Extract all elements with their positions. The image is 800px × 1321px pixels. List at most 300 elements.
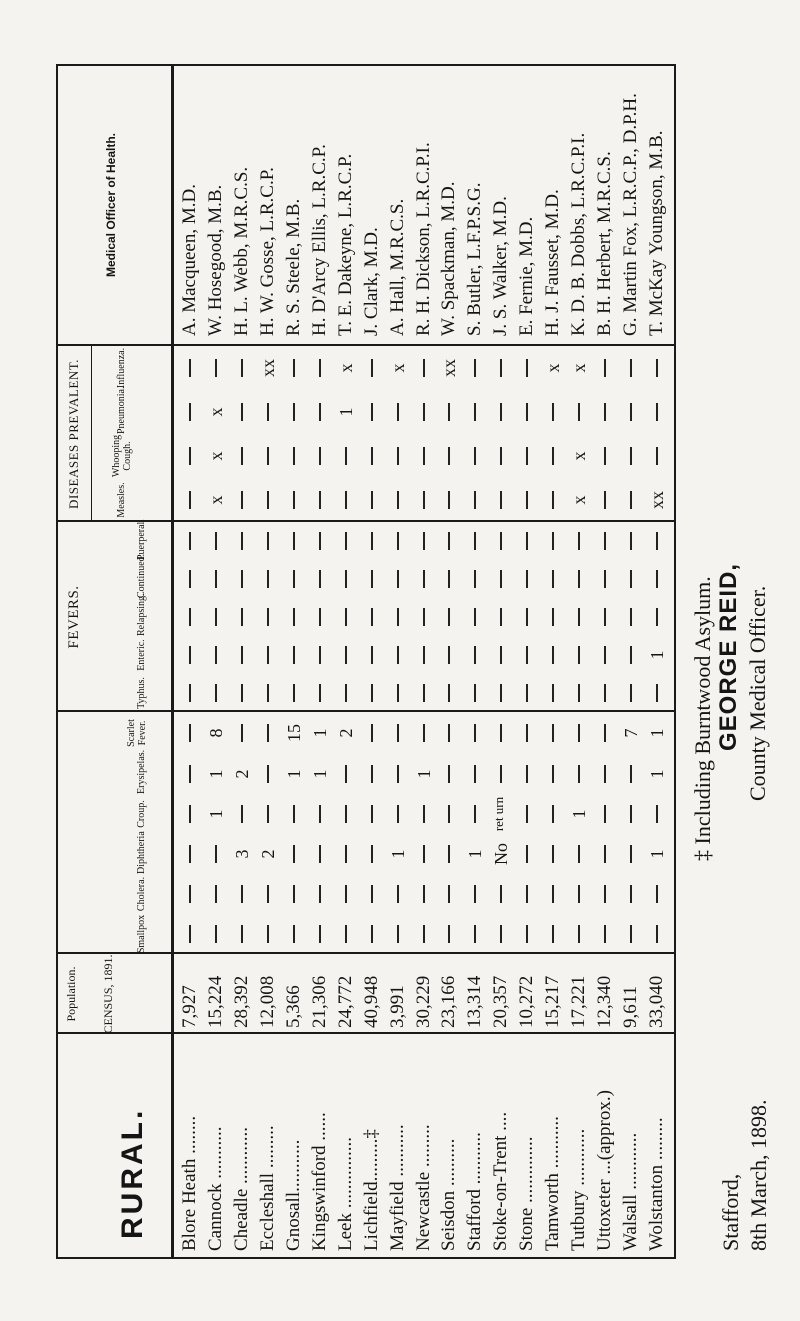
empty-cell-dash [371,885,373,903]
empty-cell-dash [293,608,295,626]
empty-cell-dash [500,608,502,626]
cell-diphtheria: 1 [647,849,668,859]
empty-cell-dash [423,885,425,903]
footnote: ‡ Including Burntwood Asylum. [690,576,715,861]
empty-cell-dash [656,684,658,702]
district-name: Kingswinford ...... [308,1112,330,1251]
empty-cell-dash [630,684,632,702]
empty-cell-dash [189,845,191,863]
empty-cell-dash [448,532,450,550]
empty-cell-dash [630,885,632,903]
district-name: Lichfield.........‡ [360,1129,382,1251]
empty-cell-dash [371,845,373,863]
place: Stafford, [718,1173,743,1251]
empty-cell-dash [241,359,243,377]
empty-cell-dash [319,491,321,509]
empty-cell-dash [448,885,450,903]
empty-cell-dash [526,403,528,421]
population-value: 5,366 [282,985,304,1028]
empty-cell-dash [241,805,243,823]
empty-cell-dash [526,724,528,742]
empty-cell-dash [552,885,554,903]
population-value: 3,991 [386,985,408,1028]
district-name: Leek ............... [334,1137,356,1251]
empty-cell-dash [448,724,450,742]
empty-cell-dash [423,646,425,664]
medical-officer-name: R. S. Steele, M.B. [282,198,304,336]
empty-cell-dash [189,684,191,702]
empty-cell-dash [267,403,269,421]
empty-cell-dash [267,447,269,465]
population-value: 12,340 [594,975,616,1028]
empty-cell-dash [293,885,295,903]
cell-erysipelas: 1 [309,769,330,779]
empty-cell-dash [604,570,606,588]
header-croup: Croup. [136,800,147,828]
population-value: 13,314 [464,975,486,1028]
empty-cell-dash [630,447,632,465]
empty-cell-dash [371,646,373,664]
empty-cell-dash [474,646,476,664]
empty-cell-dash [189,805,191,823]
cell-erysipelas: 1 [205,769,226,779]
empty-cell-dash [371,925,373,943]
empty-cell-dash [423,684,425,702]
empty-cell-dash [448,805,450,823]
empty-cell-dash [630,359,632,377]
header-pneumonia: Pneumonia. [116,386,127,434]
empty-cell-dash [397,570,399,588]
empty-cell-dash [267,885,269,903]
empty-cell-dash [500,765,502,783]
empty-cell-dash [371,684,373,702]
empty-cell-dash [267,491,269,509]
population-value: 28,392 [230,975,252,1028]
empty-cell-dash [345,532,347,550]
empty-cell-dash [293,491,295,509]
medical-officer-name: S. Butler, L.F.P.S.G. [464,182,486,336]
cell-influenza: xx [257,359,278,377]
empty-cell-dash [630,646,632,664]
empty-cell-dash [578,845,580,863]
empty-cell-dash [630,403,632,421]
district-name: Walsall ............ [620,1132,642,1251]
empty-cell-dash [423,532,425,550]
medical-officer-name: H. L. Webb, M.R.C.S. [230,166,252,336]
empty-cell-dash [578,885,580,903]
empty-cell-dash [578,646,580,664]
empty-cell-dash [423,724,425,742]
empty-cell-dash [604,403,606,421]
empty-cell-dash [630,491,632,509]
empty-cell-dash [345,925,347,943]
header-erysipelas: Erysipelas. [136,749,147,794]
empty-cell-dash [552,608,554,626]
empty-cell-dash [604,532,606,550]
empty-cell-dash [215,845,217,863]
empty-cell-dash [500,403,502,421]
district-name: Gnosall........... [282,1139,304,1251]
empty-cell-dash [423,491,425,509]
empty-cell-dash [526,925,528,943]
empty-cell-dash [319,885,321,903]
empty-cell-dash [526,885,528,903]
empty-cell-dash [267,765,269,783]
header-subrule [91,346,92,522]
empty-cell-dash [474,925,476,943]
medical-officer-name: J. S. Walker, M.D. [490,196,512,336]
empty-cell-dash [448,447,450,465]
empty-cell-dash [526,570,528,588]
empty-cell-dash [215,608,217,626]
district-name: Wolstanton ......... [646,1117,668,1251]
empty-cell-dash [293,845,295,863]
header-fevers: FEVERS. [66,585,82,649]
empty-cell-dash [293,925,295,943]
empty-cell-dash [215,646,217,664]
empty-cell-dash [474,608,476,626]
cell-influenza: xx [439,359,460,377]
empty-cell-dash [500,532,502,550]
empty-cell-dash [474,532,476,550]
empty-cell-dash [526,805,528,823]
empty-cell-dash [604,447,606,465]
cell-croup: 1 [205,809,226,819]
empty-cell-dash [423,608,425,626]
population-value: 33,040 [646,975,668,1028]
empty-cell-dash [448,491,450,509]
empty-cell-dash [552,925,554,943]
empty-cell-dash [319,684,321,702]
empty-cell-dash [267,570,269,588]
empty-cell-dash [448,570,450,588]
district-name: Newcastle ......... [412,1124,434,1251]
empty-cell-dash [319,403,321,421]
population-value: 7,927 [179,985,200,1028]
empty-cell-dash [293,570,295,588]
empty-cell-dash [656,447,658,465]
cell-scarlet: 2 [335,728,356,738]
cell-scarlet: 1 [647,728,668,738]
empty-cell-dash [604,765,606,783]
empty-cell-dash [345,608,347,626]
population-value: 12,008 [256,975,278,1028]
empty-cell-dash [215,359,217,377]
cell-influenza: x [335,363,356,373]
empty-cell-dash [604,359,606,377]
empty-cell-dash [241,925,243,943]
empty-cell-dash [630,532,632,550]
empty-cell-dash [293,805,295,823]
header-census: CENSUS, 1891. [101,954,115,1034]
cell-enteric: 1 [647,650,668,660]
empty-cell-dash [552,845,554,863]
empty-cell-dash [448,403,450,421]
empty-cell-dash [423,359,425,377]
district-name: Uttoxeter ...(approx.) [594,1090,616,1251]
empty-cell-dash [241,403,243,421]
cell-scarlet: 8 [205,728,226,738]
empty-cell-dash [345,765,347,783]
cell-influenza: x [387,363,408,373]
cell-diphtheria: 1 [465,849,486,859]
empty-cell-dash [189,646,191,664]
empty-cell-dash [604,491,606,509]
cell-erysipelas: 2 [231,769,252,779]
rule-header-bottom [171,64,174,1259]
cell-scarlet: 7 [621,728,642,738]
medical-officer-name: R. H. Dickson, L.R.C.P.I. [412,142,434,336]
empty-cell-dash [345,885,347,903]
empty-cell-dash [656,532,658,550]
rule-top [56,64,58,1259]
empty-cell-dash [345,447,347,465]
header-medical-officer: Medical Officer of Health. [104,132,118,278]
empty-cell-dash [215,885,217,903]
cell-scarlet: 15 [283,724,304,742]
empty-cell-dash [604,925,606,943]
cell-whooping: x [205,451,226,461]
header-scarlet-fever: Scarlet Fever. [126,719,148,747]
empty-cell-dash [500,447,502,465]
empty-cell-dash [552,570,554,588]
empty-cell-dash [474,570,476,588]
district-name: Tutbury ............ [568,1128,590,1251]
empty-cell-dash [604,845,606,863]
empty-cell-dash [448,684,450,702]
empty-cell-dash [552,447,554,465]
cell-diphtheria: 1 [387,849,408,859]
empty-cell-dash [241,447,243,465]
empty-cell-dash [397,765,399,783]
medical-officer-name: W. Spackman, M.D. [438,181,460,336]
empty-cell-dash [423,447,425,465]
empty-cell-dash [319,805,321,823]
cell-pneumonia: x [205,407,226,417]
empty-cell-dash [319,646,321,664]
cell-croup: 1 [569,809,590,819]
empty-cell-dash [345,491,347,509]
empty-cell-dash [423,845,425,863]
empty-cell-dash [448,925,450,943]
table-frame [56,64,676,1259]
empty-cell-dash [656,359,658,377]
empty-cell-dash [578,403,580,421]
empty-cell-dash [500,885,502,903]
empty-cell-dash [397,925,399,943]
empty-cell-dash [656,570,658,588]
cell-erysipelas: 1 [647,769,668,779]
empty-cell-dash [241,570,243,588]
empty-cell-dash [526,845,528,863]
empty-cell-dash [189,608,191,626]
empty-cell-dash [552,724,554,742]
empty-cell-dash [578,532,580,550]
empty-cell-dash [578,684,580,702]
empty-cell-dash [423,403,425,421]
empty-cell-dash [552,532,554,550]
empty-cell-dash [319,532,321,550]
population-value: 24,772 [334,975,356,1028]
empty-cell-dash [397,646,399,664]
header-influenza: Influenza. [116,347,127,389]
empty-cell-dash [578,724,580,742]
empty-cell-dash [371,765,373,783]
empty-cell-dash [397,491,399,509]
population-value: 20,357 [490,975,512,1028]
empty-cell-dash [552,805,554,823]
empty-cell-dash [500,570,502,588]
header-typhus: Typhus. [136,677,147,709]
column-separator [56,952,676,954]
empty-cell-dash [215,532,217,550]
empty-cell-dash [267,608,269,626]
header-smallpox: Smallpox [136,914,147,954]
empty-cell-dash [371,608,373,626]
empty-cell-dash [241,684,243,702]
empty-cell-dash [448,845,450,863]
empty-cell-dash [397,724,399,742]
empty-cell-dash [397,608,399,626]
empty-cell-dash [500,359,502,377]
district-name: Blore Heath ........ [179,1115,200,1251]
empty-cell-dash [293,447,295,465]
district-name: Stafford ........... [464,1132,486,1251]
empty-cell-dash [500,925,502,943]
empty-cell-dash [319,447,321,465]
medical-officer-name: E. Fernie, M.D. [516,216,538,336]
population-value: 40,948 [360,975,382,1028]
empty-cell-dash [189,885,191,903]
empty-cell-dash [371,532,373,550]
empty-cell-dash [293,684,295,702]
population-value: 17,221 [568,975,590,1028]
population-value: 10,272 [516,975,538,1028]
empty-cell-dash [397,403,399,421]
empty-cell-dash [423,925,425,943]
medical-officer-name: W. Hosegood, M.B. [204,184,226,336]
header-continued: Continued. [136,553,147,598]
medical-officer-name: H. W. Gosse, L.R.C.P. [256,167,278,336]
empty-cell-dash [423,805,425,823]
empty-cell-dash [293,403,295,421]
district-name: Eccleshall ......... [256,1125,278,1251]
signature-name: GEORGE REID, [715,562,742,751]
empty-cell-dash [474,403,476,421]
signature-title: County Medical Officer. [745,585,770,801]
empty-cell-dash [215,925,217,943]
empty-cell-dash [656,885,658,903]
empty-cell-dash [267,925,269,943]
empty-cell-dash [448,608,450,626]
empty-cell-dash [526,359,528,377]
empty-cell-dash [397,805,399,823]
empty-cell-dash [604,885,606,903]
medical-officer-name: H. D'Arcy Ellis, L.R.C.P. [308,144,330,336]
empty-cell-dash [474,724,476,742]
empty-cell-dash [371,447,373,465]
empty-cell-dash [293,359,295,377]
cell-influenza: x [569,363,590,373]
population-value: 21,306 [308,975,330,1028]
empty-cell-dash [241,608,243,626]
empty-cell-dash [552,684,554,702]
population-value: 30,229 [412,975,434,1028]
empty-cell-dash [552,646,554,664]
empty-cell-dash [552,765,554,783]
empty-cell-dash [319,359,321,377]
column-separator [56,64,676,66]
empty-cell-dash [189,359,191,377]
empty-cell-dash [500,684,502,702]
header-diseases-prevalent: DISEASES PREVALENT. [66,359,81,509]
empty-cell-dash [474,765,476,783]
header-whooping-cough: Whooping Cough. [111,434,133,478]
empty-cell-dash [552,491,554,509]
empty-cell-dash [189,532,191,550]
header-cholera: Cholera. [136,876,147,912]
cell-diphtheria: No [491,843,512,865]
district-name: Cannock ........... [204,1126,226,1251]
population-value: 23,166 [438,975,460,1028]
medical-officer-name: G. Martin Fox, L.R.C.P., D.P.H. [620,93,642,336]
empty-cell-dash [474,684,476,702]
empty-cell-dash [397,684,399,702]
district-name: Stoke-on-Trent .... [490,1111,512,1251]
empty-cell-dash [474,359,476,377]
empty-cell-dash [604,724,606,742]
empty-cell-dash [500,646,502,664]
column-separator [56,1257,676,1259]
empty-cell-dash [526,491,528,509]
empty-cell-dash [371,403,373,421]
header-puerperal: Puerperal. [136,519,147,560]
cell-croup: ret urn [491,796,507,832]
empty-cell-dash [630,608,632,626]
date: 8th March, 1898. [746,1099,771,1251]
empty-cell-dash [267,532,269,550]
empty-cell-dash [319,845,321,863]
empty-cell-dash [500,724,502,742]
empty-cell-dash [215,570,217,588]
empty-cell-dash [189,765,191,783]
medical-officer-name: T. E. Dakeyne, L.R.C.P. [334,153,356,336]
empty-cell-dash [578,765,580,783]
empty-cell-dash [241,724,243,742]
empty-cell-dash [345,684,347,702]
cell-diphtheria: 2 [257,849,278,859]
empty-cell-dash [474,885,476,903]
empty-cell-dash [578,608,580,626]
header-population: Population. [64,966,78,1022]
empty-cell-dash [423,570,425,588]
header-measles: Measles. [116,482,127,518]
empty-cell-dash [241,491,243,509]
empty-cell-dash [345,845,347,863]
empty-cell-dash [345,646,347,664]
medical-officer-name: K. D. B. Dobbs, L.R.C.P.I. [568,132,590,336]
empty-cell-dash [189,403,191,421]
empty-cell-dash [345,805,347,823]
empty-cell-dash [604,608,606,626]
empty-cell-dash [526,608,528,626]
empty-cell-dash [371,724,373,742]
empty-cell-dash [319,925,321,943]
empty-cell-dash [345,570,347,588]
cell-scarlet: 1 [309,728,330,738]
cell-influenza: x [543,363,564,373]
empty-cell-dash [189,570,191,588]
